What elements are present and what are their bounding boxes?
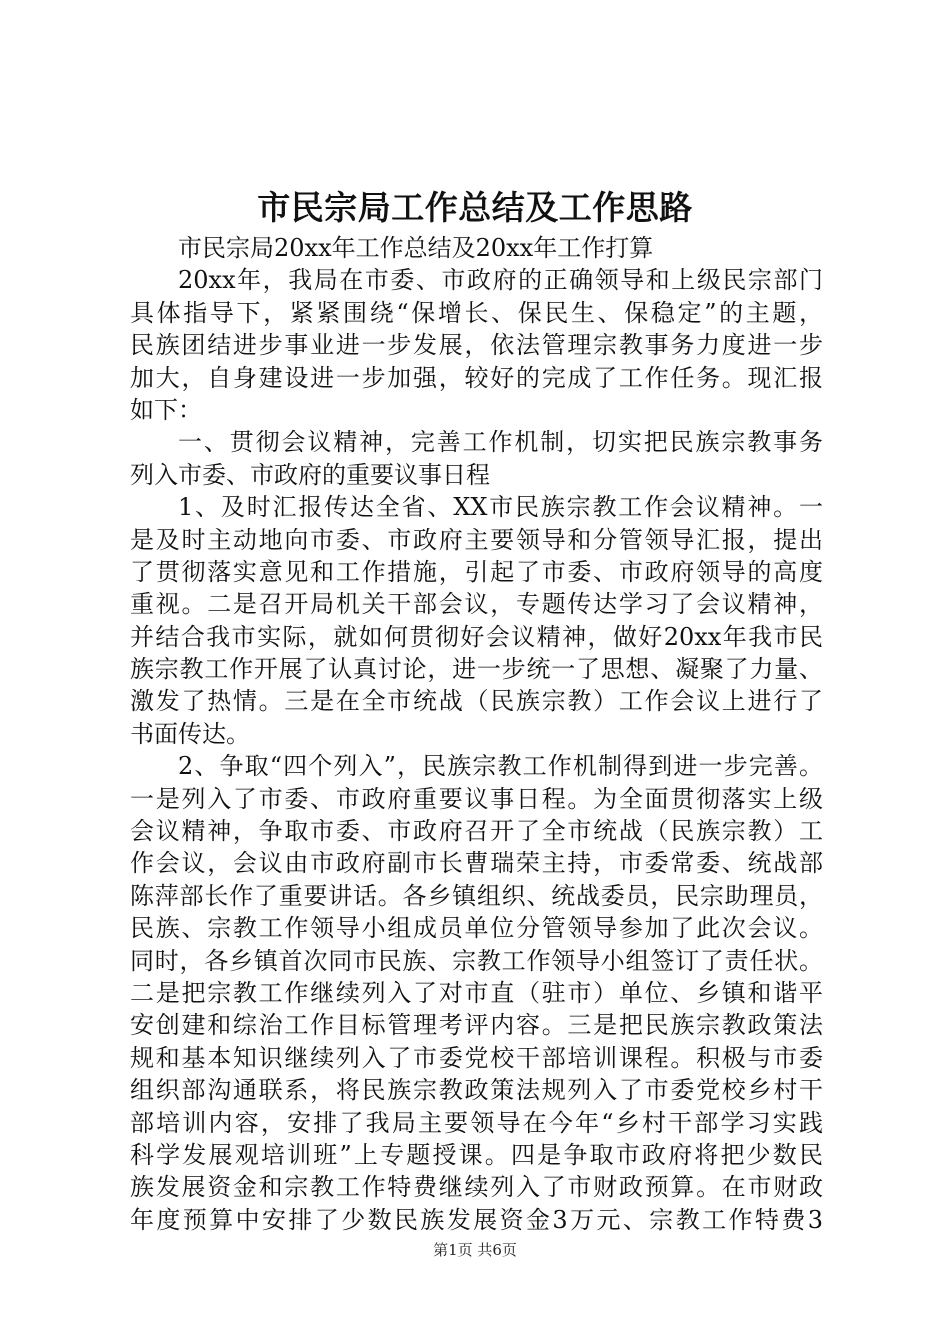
text-line: 部培训内容，安排了我局主要领导在今年“乡村干部学习实践	[130, 1108, 823, 1137]
text-line: 二是把宗教工作继续列入了对市直（驻市）单位、乡镇和谐平	[130, 978, 823, 1007]
text-line: 会议精神，争取市委、市政府召开了全市统战（民族宗教）工	[130, 817, 823, 846]
text-line: 列入市委、市政府的重要议事日程	[130, 460, 490, 489]
text-line: 规和基本知识继续列入了市委党校干部培训课程。积极与市委	[130, 1043, 823, 1072]
text-line: 组织部沟通联系，将民族宗教政策法规列入了市委党校乡村干	[130, 1076, 823, 1105]
text-line: 具体指导下，紧紧围绕“保增长、保民生、保稳定”的主题，	[130, 298, 823, 327]
text-line: 一是列入了市委、市政府重要议事日程。为全面贯彻落实上级	[130, 784, 823, 813]
text-line: 民族团结进步事业进一步发展，依法管理宗教事务力度进一步	[130, 331, 823, 360]
text-line: 陈萍部长作了重要讲话。各乡镇组织、统战委员，民宗助理员，	[130, 881, 823, 910]
document-title: 市民宗局工作总结及工作思路	[257, 188, 693, 227]
text-line: 激发了热情。三是在全市统战（民族宗教）工作会议上进行了	[130, 687, 823, 716]
text-line: 是及时主动地向市委、市政府主要领导和分管领导汇报，提出	[130, 525, 823, 554]
text-line: 市民宗局20xx年工作总结及20xx年工作打算	[178, 234, 654, 262]
text-line: 并结合我市实际，就如何贯彻好会议精神，做好20xx年我市民	[130, 622, 823, 651]
document-body	[130, 232, 823, 1236]
text-line: 如下：	[130, 395, 202, 424]
text-line: 同时，各乡镇首次同市民族、宗教工作领导小组签订了责任状。	[130, 946, 823, 975]
text-line: 一、贯彻会议精神，完善工作机制，切实把民族宗教事务	[178, 428, 823, 457]
text-line: 作会议，会议由市政府副市长曹瑞荣主持，市委常委、统战部	[130, 849, 823, 878]
text-line: 书面传达。	[130, 719, 250, 748]
text-line: 了贯彻落实意见和工作措施，引起了市委、市政府领导的高度	[130, 557, 823, 586]
text-line: 科学发展观培训班”上专题授课。四是争取市政府将把少数民	[130, 1140, 823, 1169]
text-line: 民族、宗教工作领导小组成员单位分管领导参加了此次会议。	[130, 914, 823, 943]
text-line: 1、及时汇报传达全省、XX市民族宗教工作会议精神。一	[178, 493, 823, 522]
text-line: 20xx年，我局在市委、市政府的正确领导和上级民宗部门	[178, 266, 823, 295]
text-line: 族发展资金和宗教工作特费继续列入了市财政预算。在市财政	[130, 1173, 823, 1202]
text-line: 2、争取“四个列入”，民族宗教工作机制得到进一步完善。	[178, 752, 823, 781]
text-line: 年度预算中安排了少数民族发展资金3万元、宗教工作特费3	[130, 1205, 823, 1234]
text-line: 族宗教工作开展了认真讨论，进一步统一了思想、凝聚了力量、	[130, 655, 823, 684]
text-line: 加大，自身建设进一步加强，较好的完成了工作任务。现汇报	[130, 363, 823, 392]
text-line: 重视。二是召开局机关干部会议，专题传达学习了会议精神，	[130, 590, 823, 619]
page-footer: 第1页 共6页	[433, 1241, 517, 1259]
text-line: 安创建和综治工作目标管理考评内容。三是把民族宗教政策法	[130, 1011, 823, 1040]
